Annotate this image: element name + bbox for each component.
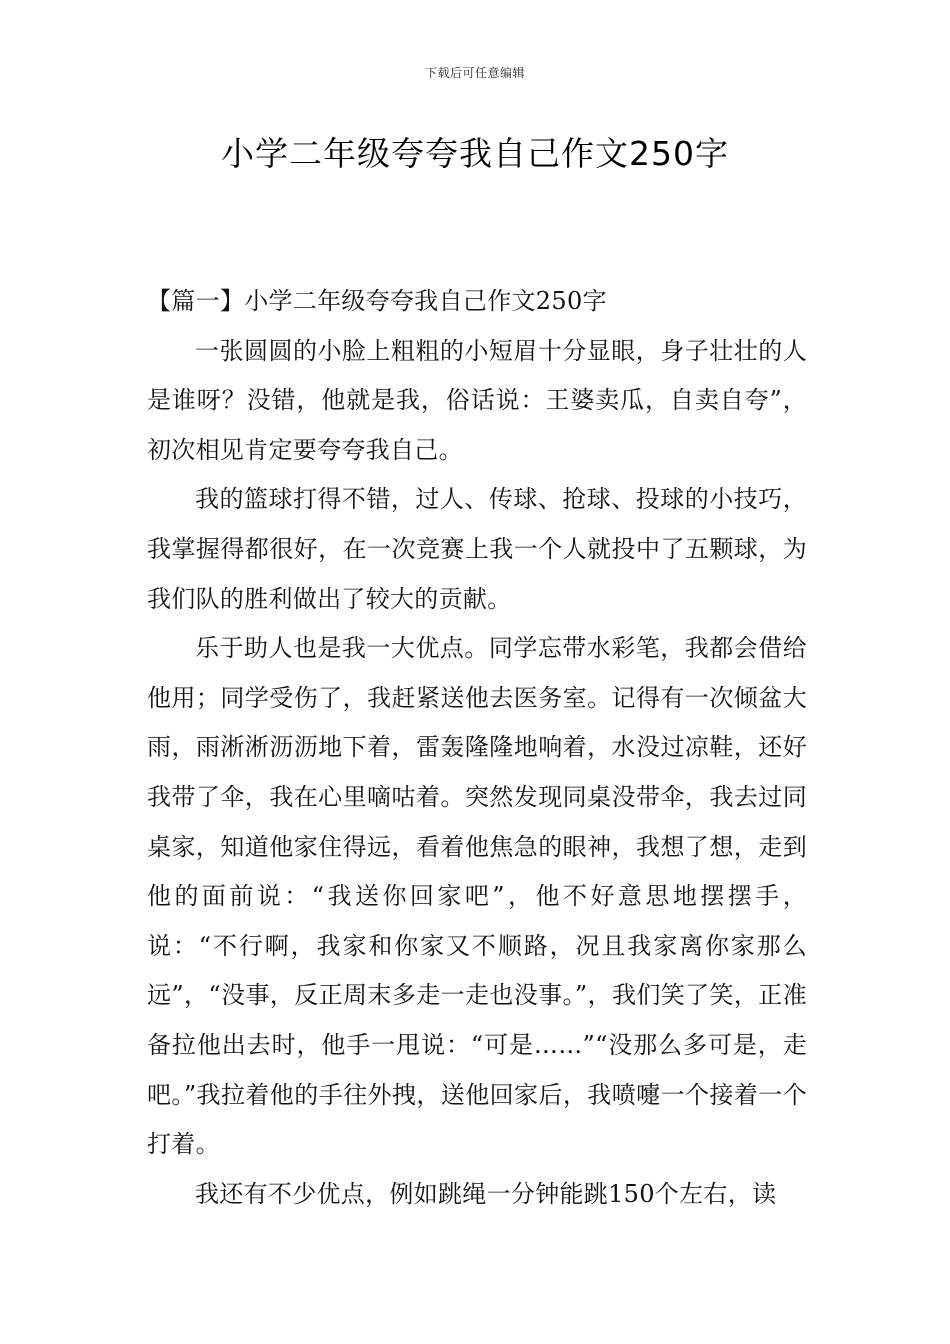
page-header-note: 下载后可任意编辑 — [424, 66, 525, 80]
document-body — [147, 277, 807, 1219]
paragraph-2: 我的篮球打得不错，过人、传球、抢球、投球的小技巧，我掌握得都很好，在一次竞赛上我一个人就投中了五颗球，为我们队的胜利做出了较大的贡献。 — [147, 485, 807, 613]
section-heading: 【篇一】小学二年级夸夸我自己作文250字 — [147, 287, 607, 315]
document-title: 小学二年级夸夸我自己作文250字 — [221, 134, 729, 173]
paragraph-3: 乐于助人也是我一大优点。同学忘带水彩笔，我都会借给他用；同学受伤了，我赶紧送他去医务室。记得有一次倾盆大雨，雨淅淅沥沥地下着，雷轰隆隆地响着，水没过凉鞋，还好我带了伞，我在心里嘀咕着。突然发现同桌没带伞，我去过同桌家，知道他家住得远，看着他焦急的眼神，我想了想，走到他的面前说：“我送你回家吧”，他不好意思地摆摆手，说：“不行啊，我家和你家又不顺路，况且我家离你家那么远”，“没事，反正周末多走一走也没事。”，我们笑了笑，正准备拉他出去时，他手一甩说：“可是……”“没那么多可是，走吧。”我拉着他的手往外拽，送他回家后，我喷嚏一个接着一个打着。 — [147, 634, 807, 1159]
paragraph-4: 我还有不少优点，例如跳绳一分钟能跳150个左右，读 — [195, 1179, 777, 1208]
paragraph-1: 一张圆圆的小脸上粗粗的小短眉十分显眼，身子壮壮的人是谁呀？没错，他就是我，俗话说：王婆卖瓜，自卖自夸”，初次相见肯定要夸夸我自己。 — [147, 336, 807, 464]
